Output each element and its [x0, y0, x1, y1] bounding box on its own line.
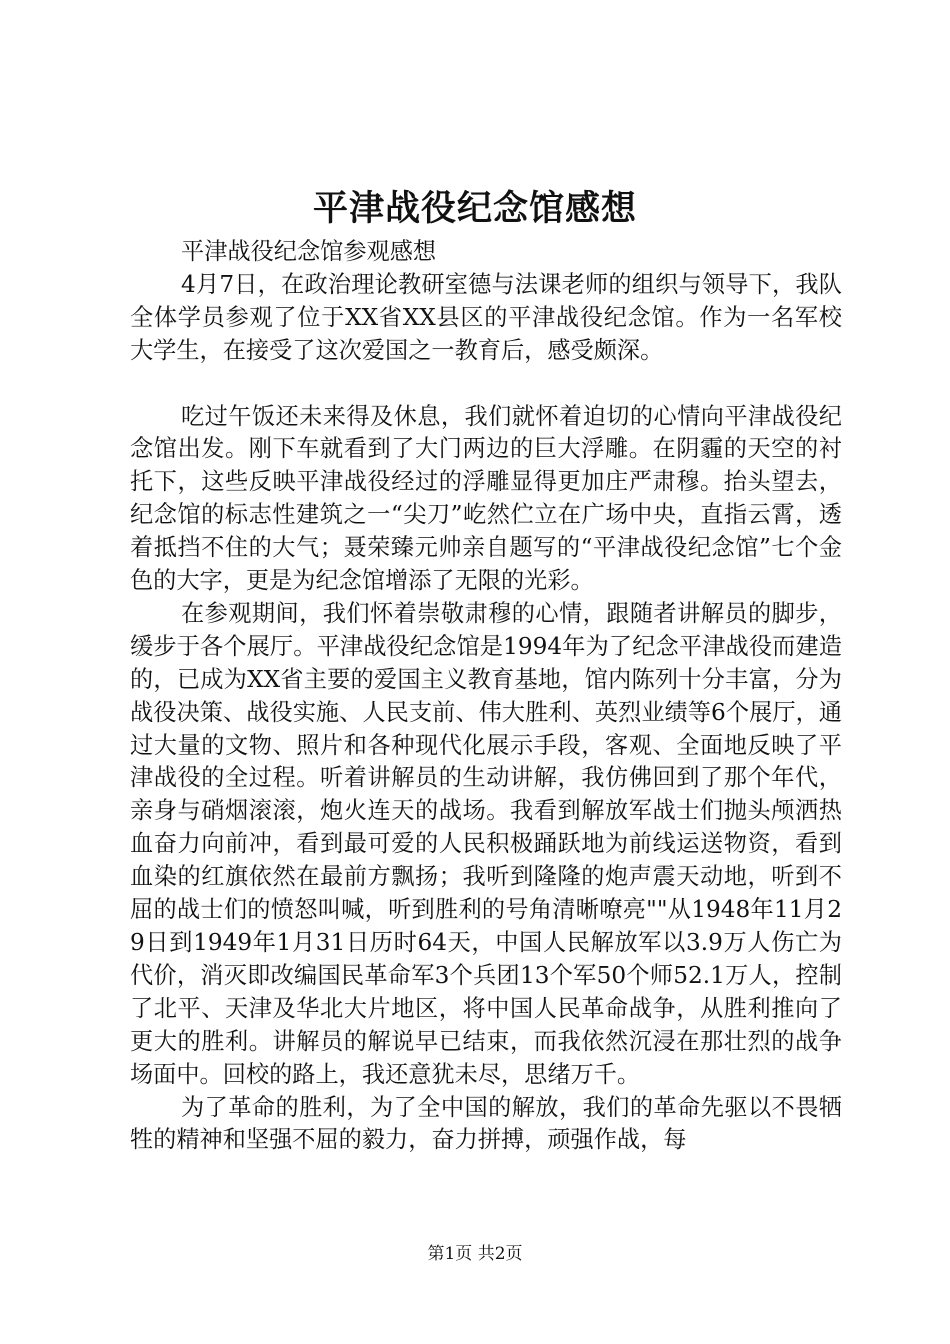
paragraph: 吃过午饭还未来得及休息，我们就怀着迫切的心情向平津战役纪念馆出发。刚下车就看到了大门两边的巨大浮雕。在阴霾的天空的衬托下，这些反映平津战役经过的浮雕显得更加庄严肃穆。抬头望去，纪念馆的标志性建筑之一“尖刀”屹然伫立在广场中央，直指云霄，透着抵挡不住的大气；聂荣臻元帅亲自题写的“平津战役纪念馆”七个金色的大字，更是为纪念馆增添了无限的光彩。	[130, 402, 842, 595]
paragraph: 4月7日，在政治理论教研室德与法课老师的组织与领导下，我队全体学员参观了位于XX省XX县区的平津战役纪念馆。作为一名军校大学生，在接受了这次爱国之一教育后，感受颇深。	[130, 270, 842, 364]
page-number-footer: 第1页 共2页	[427, 1244, 523, 1264]
document-title: 平津战役纪念馆感想	[312, 188, 637, 229]
document-subtitle: 平津战役纪念馆参观感想	[181, 238, 437, 265]
paragraph: 为了革命的胜利，为了全中国的解放，我们的革命先驱以不畏牺牲的精神和坚强不屈的毅力，奋力拼搏，顽强作战，每	[130, 1093, 842, 1154]
document-body	[130, 236, 842, 1157]
paragraph: 在参观期间，我们怀着崇敬肃穆的心情，跟随者讲解员的脚步，缓步于各个展厅。平津战役纪念馆是1994年为了纪念平津战役而建造的，已成为XX省主要的爱国主义教育基地，馆内陈列十分丰富，分为战役决策、战役实施、人民支前、伟大胜利、英烈业绩等6个展厅，通过大量的文物、照片和各种现代化展示手段，客观、全面地反映了平津战役的全过程。听着讲解员的生动讲解，我仿佛回到了那个年代，亲身与硝烟滚滚，炮火连天的战场。我看到解放军战士们抛头颅洒热血奋力向前冲，看到最可爱的人民积极踊跃地为前线运送物资，看到血染的红旗依然在最前方飘扬；我听到隆隆的炮声震天动地，听到不屈的战士们的愤怒叫喊，听到胜利的号角清晰嘹亮""从1948年11月29日到1949年1月31日历时64天，中国人民解放军以3.9万人伤亡为代价，消灭即改编国民革命军3个兵团13个军50个师52.1万人，控制了北平、天津及华北大片地区，将中国人民革命战争，从胜利推向了更大的胜利。讲解员的解说早已结束，而我依然沉浸在那壮烈的战争场面中。回校的路上，我还意犹未尽，思绪万千。	[130, 599, 842, 1088]
